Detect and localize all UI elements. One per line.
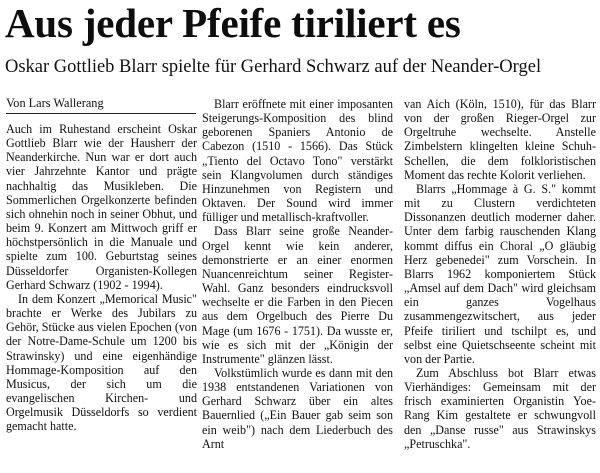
- article-paragraph: In dem Konzert „Memorical Music" brachte er Werke des Jubilars zu Gehör, Stücke aus vielen Epochen (von der Notre-Dame-Schule um 1200 bis Strawinsky) und eine eigenhändige Hommage-Komposition auf den Musicus, der sich um die evangelischen Kirchen- und Orgelmusik Düsseldorfs so verdient gemacht hatte.: [6, 291, 197, 434]
- article-paragraph: Dass Blarr seine große Neander-Orgel kennt wie kein anderer, demonstrierte er an einer enormen Nuancenreichtum seiner Register-Wahl. Ganz besonders eindrucksvoll wechselte er die Farben in den Piecen aus dem Orgelbuch des Pierre Du Mage (um 1676 - 1751). Da wusste er, wie es sich mit der „Königin der Instrumente" glänzen lässt.: [202, 224, 393, 366]
- byline: Von Lars Wallerang: [6, 96, 196, 114]
- subheadline: Oskar Gottlieb Blarr spielte für Gerhard Schwarz auf der Neander-Orgel: [5, 57, 542, 77]
- article-paragraph: Volkstümlich wurde es dann mit den 1938 entstandenen Variationen von Gerhard Schwarz über ein altes Bauernlied („Ein Bauer gab seim son ein weib") nach dem Liederbuch des Arnt: [202, 365, 393, 451]
- article-paragraph: Blarr eröffnete mit einer imposanten Steigerungs-Komposition des blind geborenen Spaniers Antonio de Cabezon (1510 - 1566). Das Stück „Tiento del Octavo Tono" verstärkt sein Klangvolumen durch ständiges Hinzunehmen von Registern und Oktaven. Der Sound wird immer fülliger und metallisch-kraftvoller.: [202, 97, 393, 225]
- article-column-1: [6, 122, 197, 473]
- article-paragraph: Zum Abschluss bot Blarr etwas Vierhändiges: Gemeinsam mit der frisch examinierten Organistin Yoe-Rang Kim gestaltete er schwungvoll den „Danse russe" aus Strawinskys „Petruschka".: [404, 365, 596, 451]
- article-column-3: [404, 97, 596, 473]
- article-paragraph: Blarrs „Hommage à G. S." kommt mit zu Clustern verdichteten Dissonanzen deutlich moderner daher. Unter dem farbig rauschenden Klang kommt diffus ein Choral „O gläubig Herz gebenedei" zum Vorschein. In Blarrs 1962 komponiertem Stück „Amsel auf dem Dach" wird gleichsam ein ganzes Vogelhaus zusammengezwitschert, aus jeder Pfeife tiriliert und tschilpt es, und selbst eine Quietschseente scheint mit von der Partie.: [404, 181, 596, 366]
- article-paragraph: Auch im Ruhestand erscheint Oskar Gottlieb Blarr wie der Hausherr der Neanderkirche. Nun war er dort auch vier Jahrzehnte Kantor und prägte nachhaltig das Musikleben. Die Sommerlichen Orgelkonzerte befinden sich ohnehin noch in seiner Obhut, und beim 9. Konzert am Mittwoch griff er höchstpersönlich in die Manuale und spielte zum 100. Geburtstag seines Düsseldorfer Organisten-Kollegen Gerhard Schwarz (1902 - 1994).: [6, 122, 197, 292]
- headline: Aus jeder Pfeife tiriliert es: [5, 0, 461, 46]
- article-paragraph: van Aich (Köln, 1510), für das Blarr von der großen Rieger-Orgel zur Orgeltruhe wechselte. Anstelle Zimbelstern klingelten kleine Schuh-Schellen, die dem folkloristischen Moment das rechte Kolorit verliehen.: [404, 97, 596, 182]
- article-column-2: [202, 97, 393, 473]
